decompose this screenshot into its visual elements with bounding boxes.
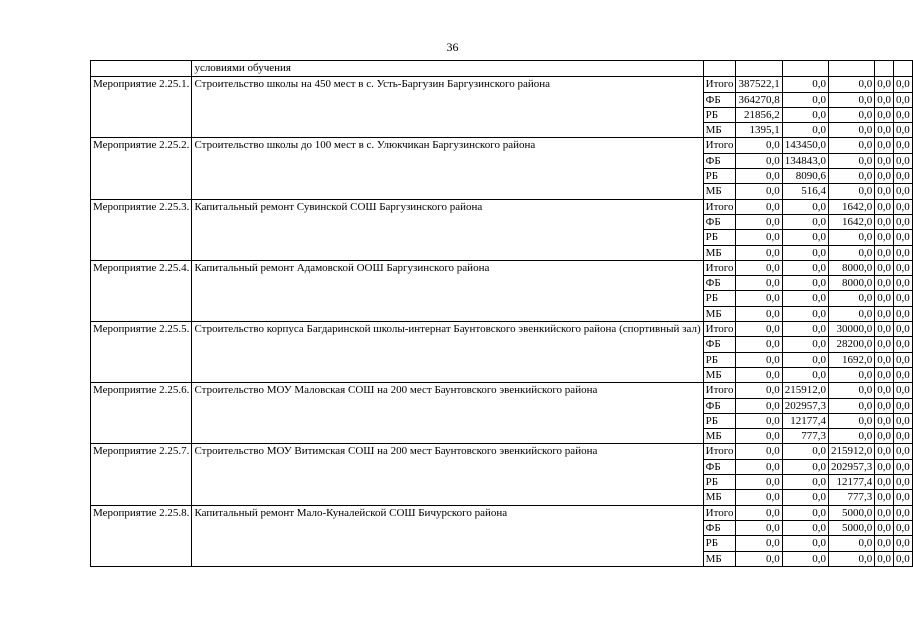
funding-source-cell: МБ bbox=[703, 184, 736, 199]
event-id-cell: Мероприятие 2.25.3. bbox=[91, 199, 192, 260]
event-id-cell: Мероприятие 2.25.6. bbox=[91, 383, 192, 444]
value-cell: 0,0 bbox=[893, 505, 912, 520]
funding-source-cell: РБ bbox=[703, 107, 736, 122]
value-cell: 0,0 bbox=[736, 367, 782, 382]
value-cell: 0,0 bbox=[893, 429, 912, 444]
value-cell: 0,0 bbox=[893, 490, 912, 505]
value-cell: 387522,1 bbox=[736, 77, 782, 92]
event-name-cell: Строительство школы на 450 мест в с. Усть-Баргузин Баргузинского района bbox=[192, 77, 703, 138]
value-cell: 0,0 bbox=[828, 230, 874, 245]
value-cell: 0,0 bbox=[893, 291, 912, 306]
value-cell: 0,0 bbox=[893, 337, 912, 352]
value-cell: 0,0 bbox=[893, 459, 912, 474]
value-cell: 0,0 bbox=[736, 398, 782, 413]
value-cell: 0,0 bbox=[893, 153, 912, 168]
event-id-cell: Мероприятие 2.25.8. bbox=[91, 505, 192, 566]
funding-source-cell: РБ bbox=[703, 413, 736, 428]
value-cell: 202957,3 bbox=[828, 459, 874, 474]
value-cell: 215912,0 bbox=[828, 444, 874, 459]
value-cell: 0,0 bbox=[828, 306, 874, 321]
value-cell: 0,0 bbox=[875, 276, 894, 291]
value-cell: 0,0 bbox=[782, 214, 828, 229]
value-cell: 0,0 bbox=[875, 153, 894, 168]
event-id-cell: Мероприятие 2.25.4. bbox=[91, 260, 192, 321]
value-cell: 0,0 bbox=[893, 520, 912, 535]
value-cell: 0,0 bbox=[875, 184, 894, 199]
value-cell: 0,0 bbox=[875, 291, 894, 306]
value-cell: 0,0 bbox=[893, 276, 912, 291]
value-cell: 0,0 bbox=[875, 551, 894, 566]
event-id-cell: Мероприятие 2.25.5. bbox=[91, 322, 192, 383]
funding-source-cell: РБ bbox=[703, 230, 736, 245]
continuation-value-cell bbox=[828, 61, 874, 77]
value-cell: 0,0 bbox=[893, 260, 912, 275]
value-cell: 8000,0 bbox=[828, 260, 874, 275]
value-cell: 0,0 bbox=[893, 92, 912, 107]
value-cell: 0,0 bbox=[828, 184, 874, 199]
funding-source-cell: ФБ bbox=[703, 214, 736, 229]
event-id-cell: Мероприятие 2.25.7. bbox=[91, 444, 192, 505]
value-cell: 0,0 bbox=[782, 260, 828, 275]
value-cell: 0,0 bbox=[736, 505, 782, 520]
value-cell: 364270,8 bbox=[736, 92, 782, 107]
value-cell: 0,0 bbox=[782, 123, 828, 138]
table-row bbox=[91, 383, 913, 398]
continuation-value-cell bbox=[893, 61, 912, 77]
event-name-cell: Строительство корпуса Багдаринской школы-интернат Баунтовского эвенкийского района (спортивный зал) bbox=[192, 322, 703, 383]
value-cell: 0,0 bbox=[893, 475, 912, 490]
value-cell: 0,0 bbox=[875, 77, 894, 92]
value-cell: 0,0 bbox=[828, 398, 874, 413]
value-cell: 0,0 bbox=[893, 138, 912, 153]
funding-source-cell: ФБ bbox=[703, 337, 736, 352]
value-cell: 0,0 bbox=[736, 352, 782, 367]
event-name-cell: Строительство МОУ Маловская СОШ на 200 мест Баунтовского эвенкийского района bbox=[192, 383, 703, 444]
value-cell: 0,0 bbox=[893, 398, 912, 413]
table-row bbox=[91, 260, 913, 275]
value-cell: 0,0 bbox=[782, 77, 828, 92]
value-cell: 0,0 bbox=[875, 520, 894, 535]
value-cell: 5000,0 bbox=[828, 520, 874, 535]
value-cell: 0,0 bbox=[875, 413, 894, 428]
value-cell: 0,0 bbox=[736, 230, 782, 245]
funding-source-cell: МБ bbox=[703, 429, 736, 444]
page-number: 36 bbox=[446, 40, 459, 54]
value-cell: 0,0 bbox=[875, 92, 894, 107]
value-cell: 0,0 bbox=[875, 383, 894, 398]
value-cell: 0,0 bbox=[893, 169, 912, 184]
value-cell: 0,0 bbox=[828, 245, 874, 260]
value-cell: 0,0 bbox=[782, 551, 828, 566]
value-cell: 0,0 bbox=[828, 551, 874, 566]
value-cell: 0,0 bbox=[893, 77, 912, 92]
table-row bbox=[91, 444, 913, 459]
value-cell: 143450,0 bbox=[782, 138, 828, 153]
value-cell: 0,0 bbox=[736, 260, 782, 275]
table-row bbox=[91, 505, 913, 520]
value-cell: 0,0 bbox=[782, 322, 828, 337]
value-cell: 1395,1 bbox=[736, 123, 782, 138]
table-row bbox=[91, 322, 913, 337]
value-cell: 0,0 bbox=[875, 429, 894, 444]
value-cell: 0,0 bbox=[736, 551, 782, 566]
value-cell: 0,0 bbox=[875, 245, 894, 260]
value-cell: 0,0 bbox=[736, 138, 782, 153]
value-cell: 0,0 bbox=[782, 337, 828, 352]
continuation-name-cell: условиями обучения bbox=[192, 61, 703, 77]
value-cell: 0,0 bbox=[893, 199, 912, 214]
funding-source-cell: ФБ bbox=[703, 398, 736, 413]
funding-source-cell: РБ bbox=[703, 169, 736, 184]
value-cell: 777,3 bbox=[782, 429, 828, 444]
continuation-row bbox=[91, 61, 913, 77]
value-cell: 0,0 bbox=[782, 490, 828, 505]
value-cell: 0,0 bbox=[782, 230, 828, 245]
value-cell: 0,0 bbox=[893, 551, 912, 566]
value-cell: 0,0 bbox=[782, 520, 828, 535]
value-cell: 0,0 bbox=[736, 153, 782, 168]
value-cell: 12177,4 bbox=[782, 413, 828, 428]
value-cell: 0,0 bbox=[893, 184, 912, 199]
value-cell: 0,0 bbox=[736, 199, 782, 214]
value-cell: 0,0 bbox=[893, 123, 912, 138]
table-row bbox=[91, 138, 913, 153]
value-cell: 0,0 bbox=[828, 138, 874, 153]
value-cell: 0,0 bbox=[782, 459, 828, 474]
value-cell: 0,0 bbox=[736, 444, 782, 459]
event-id-cell: Мероприятие 2.25.2. bbox=[91, 138, 192, 199]
value-cell: 0,0 bbox=[875, 505, 894, 520]
value-cell: 0,0 bbox=[828, 107, 874, 122]
value-cell: 0,0 bbox=[736, 306, 782, 321]
value-cell: 0,0 bbox=[893, 306, 912, 321]
funding-source-cell: МБ bbox=[703, 123, 736, 138]
value-cell: 0,0 bbox=[736, 322, 782, 337]
value-cell: 1692,0 bbox=[828, 352, 874, 367]
funding-source-cell: Итого bbox=[703, 505, 736, 520]
value-cell: 0,0 bbox=[893, 383, 912, 398]
value-cell: 0,0 bbox=[875, 322, 894, 337]
funding-source-cell: Итого bbox=[703, 260, 736, 275]
value-cell: 0,0 bbox=[875, 199, 894, 214]
value-cell: 0,0 bbox=[893, 413, 912, 428]
value-cell: 28200,0 bbox=[828, 337, 874, 352]
value-cell: 0,0 bbox=[736, 276, 782, 291]
event-name-cell: Строительство школы до 100 мест в с. Улюкчикан Баргузинского района bbox=[192, 138, 703, 199]
value-cell: 0,0 bbox=[893, 230, 912, 245]
value-cell: 0,0 bbox=[828, 291, 874, 306]
value-cell: 21856,2 bbox=[736, 107, 782, 122]
event-id-cell: Мероприятие 2.25.1. bbox=[91, 77, 192, 138]
funding-source-cell: МБ bbox=[703, 245, 736, 260]
value-cell: 0,0 bbox=[782, 92, 828, 107]
value-cell: 30000,0 bbox=[828, 322, 874, 337]
value-cell: 0,0 bbox=[875, 444, 894, 459]
value-cell: 0,0 bbox=[893, 536, 912, 551]
value-cell: 0,0 bbox=[782, 536, 828, 551]
value-cell: 0,0 bbox=[875, 214, 894, 229]
value-cell: 0,0 bbox=[875, 459, 894, 474]
funding-source-cell: РБ bbox=[703, 291, 736, 306]
funding-source-cell: ФБ bbox=[703, 92, 736, 107]
value-cell: 0,0 bbox=[828, 153, 874, 168]
value-cell: 0,0 bbox=[782, 107, 828, 122]
value-cell: 0,0 bbox=[736, 214, 782, 229]
value-cell: 0,0 bbox=[736, 291, 782, 306]
value-cell: 0,0 bbox=[875, 230, 894, 245]
value-cell: 0,0 bbox=[828, 413, 874, 428]
funding-source-cell: Итого bbox=[703, 138, 736, 153]
value-cell: 0,0 bbox=[893, 444, 912, 459]
value-cell: 0,0 bbox=[828, 169, 874, 184]
value-cell: 0,0 bbox=[875, 138, 894, 153]
value-cell: 0,0 bbox=[875, 123, 894, 138]
table-row bbox=[91, 77, 913, 92]
value-cell: 0,0 bbox=[875, 352, 894, 367]
value-cell: 0,0 bbox=[828, 383, 874, 398]
value-cell: 0,0 bbox=[736, 337, 782, 352]
table-body bbox=[91, 61, 913, 567]
value-cell: 0,0 bbox=[893, 245, 912, 260]
value-cell: 0,0 bbox=[782, 367, 828, 382]
value-cell: 0,0 bbox=[736, 536, 782, 551]
continuation-event-cell bbox=[91, 61, 192, 77]
value-cell: 0,0 bbox=[893, 352, 912, 367]
value-cell: 5000,0 bbox=[828, 505, 874, 520]
value-cell: 0,0 bbox=[875, 490, 894, 505]
funding-source-cell: МБ bbox=[703, 551, 736, 566]
value-cell: 0,0 bbox=[782, 306, 828, 321]
value-cell: 0,0 bbox=[782, 352, 828, 367]
value-cell: 134843,0 bbox=[782, 153, 828, 168]
value-cell: 0,0 bbox=[736, 490, 782, 505]
value-cell: 0,0 bbox=[782, 291, 828, 306]
value-cell: 1642,0 bbox=[828, 199, 874, 214]
value-cell: 0,0 bbox=[828, 536, 874, 551]
value-cell: 0,0 bbox=[736, 413, 782, 428]
continuation-value-cell bbox=[736, 61, 782, 77]
value-cell: 0,0 bbox=[828, 123, 874, 138]
value-cell: 0,0 bbox=[893, 107, 912, 122]
value-cell: 0,0 bbox=[875, 337, 894, 352]
continuation-value-cell bbox=[782, 61, 828, 77]
value-cell: 0,0 bbox=[875, 367, 894, 382]
event-name-cell: Капитальный ремонт Сувинской СОШ Баргузинского района bbox=[192, 199, 703, 260]
event-name-cell: Капитальный ремонт Адамовской ООШ Баргузинского района bbox=[192, 260, 703, 321]
value-cell: 0,0 bbox=[875, 169, 894, 184]
value-cell: 202957,3 bbox=[782, 398, 828, 413]
value-cell: 0,0 bbox=[782, 245, 828, 260]
value-cell: 0,0 bbox=[875, 475, 894, 490]
funding-source-cell: РБ bbox=[703, 475, 736, 490]
value-cell: 0,0 bbox=[875, 260, 894, 275]
value-cell: 0,0 bbox=[893, 367, 912, 382]
funding-source-cell: Итого bbox=[703, 199, 736, 214]
value-cell: 8000,0 bbox=[828, 276, 874, 291]
value-cell: 0,0 bbox=[893, 214, 912, 229]
value-cell: 8090,6 bbox=[782, 169, 828, 184]
value-cell: 0,0 bbox=[782, 276, 828, 291]
value-cell: 0,0 bbox=[736, 184, 782, 199]
event-name-cell: Капитальный ремонт Мало-Куналейской СОШ Бичурского района bbox=[192, 505, 703, 566]
funding-source-cell: ФБ bbox=[703, 276, 736, 291]
value-cell: 0,0 bbox=[736, 520, 782, 535]
budget-table bbox=[90, 60, 913, 567]
value-cell: 0,0 bbox=[893, 322, 912, 337]
value-cell: 0,0 bbox=[875, 107, 894, 122]
value-cell: 516,4 bbox=[782, 184, 828, 199]
funding-source-cell: МБ bbox=[703, 367, 736, 382]
funding-source-cell: РБ bbox=[703, 536, 736, 551]
event-name-cell: Строительство МОУ Витимская СОШ на 200 мест Баунтовского эвенкийского района bbox=[192, 444, 703, 505]
value-cell: 0,0 bbox=[782, 475, 828, 490]
funding-source-cell: РБ bbox=[703, 352, 736, 367]
funding-source-cell: МБ bbox=[703, 306, 736, 321]
funding-source-cell: ФБ bbox=[703, 459, 736, 474]
value-cell: 0,0 bbox=[736, 169, 782, 184]
value-cell: 0,0 bbox=[875, 306, 894, 321]
value-cell: 0,0 bbox=[828, 92, 874, 107]
value-cell: 0,0 bbox=[782, 444, 828, 459]
continuation-source-cell bbox=[703, 61, 736, 77]
value-cell: 0,0 bbox=[828, 77, 874, 92]
value-cell: 12177,4 bbox=[828, 475, 874, 490]
value-cell: 1642,0 bbox=[828, 214, 874, 229]
funding-source-cell: Итого bbox=[703, 322, 736, 337]
value-cell: 0,0 bbox=[736, 429, 782, 444]
value-cell: 777,3 bbox=[828, 490, 874, 505]
funding-source-cell: ФБ bbox=[703, 520, 736, 535]
funding-source-cell: Итого bbox=[703, 444, 736, 459]
funding-source-cell: Итого bbox=[703, 77, 736, 92]
value-cell: 0,0 bbox=[736, 383, 782, 398]
value-cell: 0,0 bbox=[875, 536, 894, 551]
funding-source-cell: ФБ bbox=[703, 153, 736, 168]
funding-source-cell: Итого bbox=[703, 383, 736, 398]
value-cell: 0,0 bbox=[875, 398, 894, 413]
value-cell: 0,0 bbox=[782, 505, 828, 520]
funding-source-cell: МБ bbox=[703, 490, 736, 505]
value-cell: 0,0 bbox=[736, 245, 782, 260]
value-cell: 0,0 bbox=[736, 475, 782, 490]
value-cell: 0,0 bbox=[736, 459, 782, 474]
value-cell: 0,0 bbox=[828, 367, 874, 382]
value-cell: 215912,0 bbox=[782, 383, 828, 398]
value-cell: 0,0 bbox=[828, 429, 874, 444]
continuation-value-cell bbox=[875, 61, 894, 77]
value-cell: 0,0 bbox=[782, 199, 828, 214]
table-row bbox=[91, 199, 913, 214]
